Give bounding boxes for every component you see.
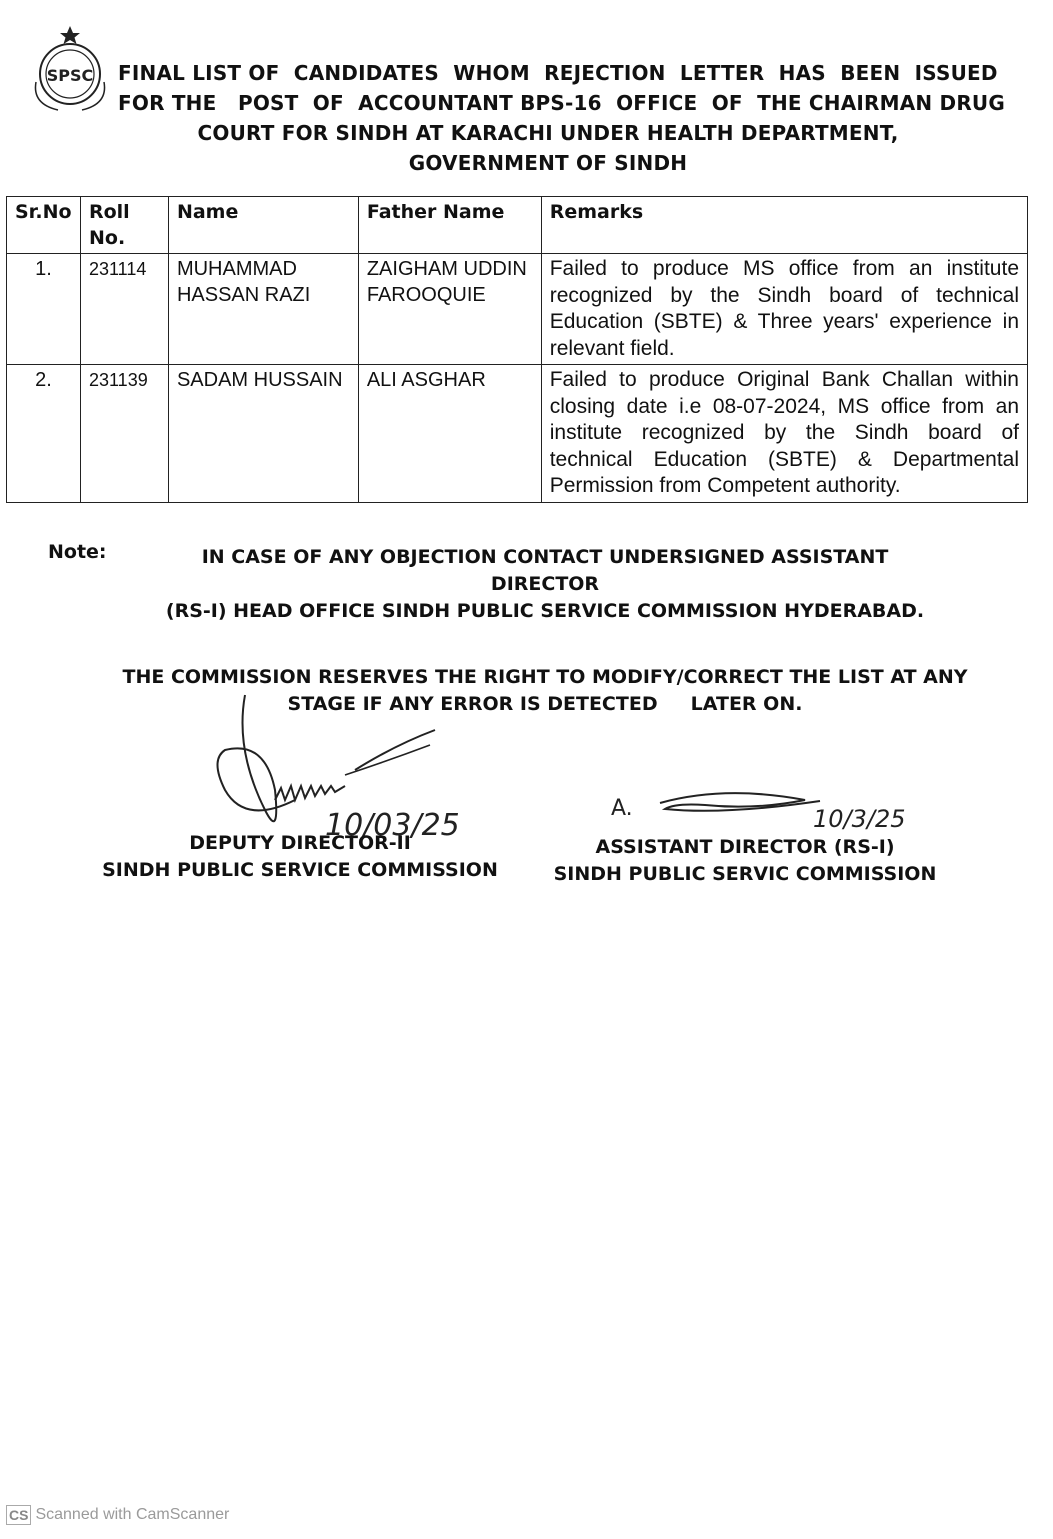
- header-name: Name: [168, 197, 358, 254]
- assistant-director-title: ASSISTANT DIRECTOR (RS-I): [595, 836, 895, 858]
- reserve-line-2: STAGE IF ANY ERROR IS DETECTED LATER ON.: [287, 693, 803, 715]
- header-roll-no: Roll No.: [80, 197, 168, 254]
- reserve-line-1: THE COMMISSION RESERVES THE RIGHT TO MODIFY/CORRECT THE LIST AT ANY: [122, 666, 968, 688]
- assistant-director-signature: [605, 775, 915, 835]
- rejected-candidates-table: [6, 196, 1028, 503]
- deputy-director-signature: [205, 690, 465, 850]
- header-father-name: Father Name: [358, 197, 541, 254]
- deputy-director-title: DEPUTY DIRECTOR-II: [189, 832, 411, 854]
- heading-line-2: FOR THE POST OF ACCOUNTANT BPS-16 OFFICE OF THE CHAIRMAN DRUG: [118, 91, 1005, 115]
- cell-father-name: ALI ASGHAR: [358, 365, 541, 503]
- deputy-director-block: [70, 830, 530, 884]
- note-line-2: (RS-I) HEAD OFFICE SINDH PUBLIC SERVICE COMMISSION HYDERABAD.: [165, 600, 925, 622]
- svg-text:A.: A.: [611, 796, 633, 821]
- table-row: [7, 365, 1028, 503]
- cell-remarks: Failed to produce Original Bank Challan within closing date i.e 08-07-2024, MS office from an institute recognized by the Sindh board of technical Education (SBTE) & Departmental Permission from Competent authority.: [541, 365, 1027, 503]
- note-text: [150, 544, 940, 625]
- logo-text: SPSC: [46, 66, 94, 85]
- note-line-1: IN CASE OF ANY OBJECTION CONTACT UNDERSIGNED ASSISTANT DIRECTOR: [201, 546, 889, 595]
- cell-name: MUHAMMAD HASSAN RAZI: [168, 254, 358, 365]
- note-label: Note:: [48, 541, 107, 563]
- cell-sr-no: 1.: [7, 254, 81, 365]
- header-remarks: Remarks: [541, 197, 1027, 254]
- cell-roll-no: 231114: [80, 254, 168, 365]
- heading-line-3: COURT FOR SINDH AT KARACHI UNDER HEALTH DEPARTMENT,: [197, 121, 899, 145]
- header-sr-no: Sr.No: [7, 197, 81, 254]
- spsc-logo: [22, 24, 118, 114]
- cell-remarks: Failed to produce MS office from an institute recognized by the Sindh board of technical Education (SBTE) & Three years' experience in relevant field.: [541, 254, 1027, 365]
- document-heading: [118, 58, 1005, 178]
- assistant-director-block: [545, 834, 945, 888]
- cell-roll-no: 231139: [80, 365, 168, 503]
- camscanner-icon: CS: [6, 1505, 31, 1525]
- left-signature-date: 10/03/25: [325, 808, 460, 843]
- heading-line-1: FINAL LIST OF CANDIDATES WHOM REJECTION LETTER HAS BEEN ISSUED: [118, 61, 998, 85]
- table-row: [7, 254, 1028, 365]
- table-header-row: [7, 197, 1028, 254]
- heading-line-4: GOVERNMENT OF SINDH: [408, 151, 688, 175]
- cell-name: SADAM HUSSAIN: [168, 365, 358, 503]
- cell-father-name: ZAIGHAM UDDIN FAROOQUIE: [358, 254, 541, 365]
- deputy-director-org: SINDH PUBLIC SERVICE COMMISSION: [102, 859, 498, 881]
- assistant-director-org: SINDH PUBLIC SERVIC COMMISSION: [553, 863, 937, 885]
- camscanner-text: Scanned with CamScanner: [35, 1506, 230, 1523]
- cell-sr-no: 2.: [7, 365, 81, 503]
- camscanner-footer: [6, 1505, 229, 1525]
- right-signature-date: 10/3/25: [813, 805, 906, 833]
